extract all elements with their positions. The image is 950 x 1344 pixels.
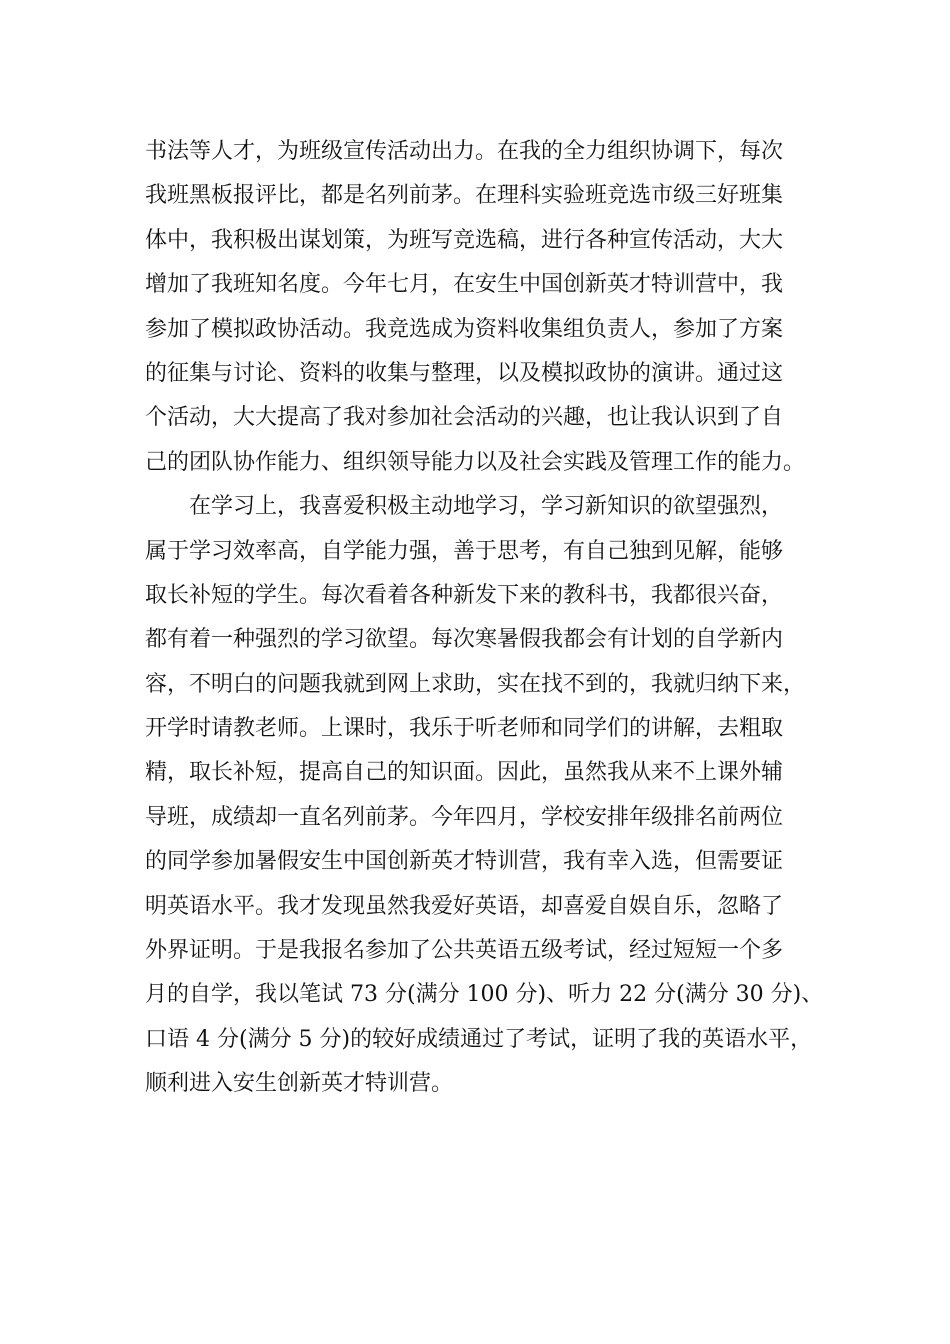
text-line: 书法等人才，为班级宣传活动出力。在我的全力组织协调下，每次 [145, 139, 784, 164]
text-line: 属于学习效率高，自学能力强，善于思考，有自己独到见解，能够 [145, 538, 784, 564]
text-line: 我班黑板报评比，都是名列前茅。在理科实验班竞选市级三好班集 [145, 183, 784, 209]
text-line: 个活动，大大提高了我对参加社会活动的兴趣，也让我认识到了自 [145, 405, 784, 431]
text-line: 容，不明白的问题我就到网上求助，实在找不到的，我就归纳下来， [145, 671, 806, 697]
paragraph-start-line: 在学习上，我喜爱积极主动地学习，学习新知识的欲望强烈， [189, 494, 784, 520]
body-text [145, 130, 825, 1107]
text-line: 体中，我积极出谋划策，为班写竞选稿，进行各种宣传活动，大大 [145, 227, 784, 253]
paragraph-end-line: 顺利进入安生创新英才特训营。 [145, 1071, 454, 1097]
text-line: 外界证明。于是我报名参加了公共英语五级考试，经过短短一个多 [145, 938, 784, 964]
text-line: 增加了我班知名度。今年七月，在安生中国创新英才特训营中，我 [145, 272, 784, 298]
text-line: 的征集与讨论、资料的收集与整理，以及模拟政协的演讲。通过这 [145, 360, 784, 386]
text-line: 的同学参加暑假安生中国创新英才特训营，我有幸入选，但需要证 [145, 849, 784, 875]
text-line: 精，取长补短，提高自己的知识面。因此，虽然我从来不上课外辅 [145, 760, 784, 786]
text-line: 月的自学，我以笔试 73 分(满分 100 分)、听力 22 分(满分 30 分)、 [145, 982, 824, 1008]
text-line: 开学时请教老师。上课时，我乐于听老师和同学们的讲解，去粗取 [145, 716, 784, 742]
text-line: 口语 4 分(满分 5 分)的较好成绩通过了考试，证明了我的英语水平， [145, 1026, 813, 1052]
text-line: 明英语水平。我才发现虽然我爱好英语，却喜爱自娱自乐，忽略了 [145, 893, 784, 919]
text-line: 取长补短的学生。每次看着各种新发下来的教科书，我都很兴奋， [145, 582, 784, 608]
text-line: 导班，成绩却一直名列前茅。今年四月，学校安排年级排名前两位 [145, 804, 784, 830]
text-line: 都有着一种强烈的学习欲望。每次寒暑假我都会有计划的自学新内 [145, 627, 784, 653]
text-line: 参加了模拟政协活动。我竞选成为资料收集组负责人，参加了方案 [145, 316, 784, 342]
text-line: 己的团队协作能力、组织领导能力以及社会实践及管理工作的能力。 [145, 449, 806, 475]
